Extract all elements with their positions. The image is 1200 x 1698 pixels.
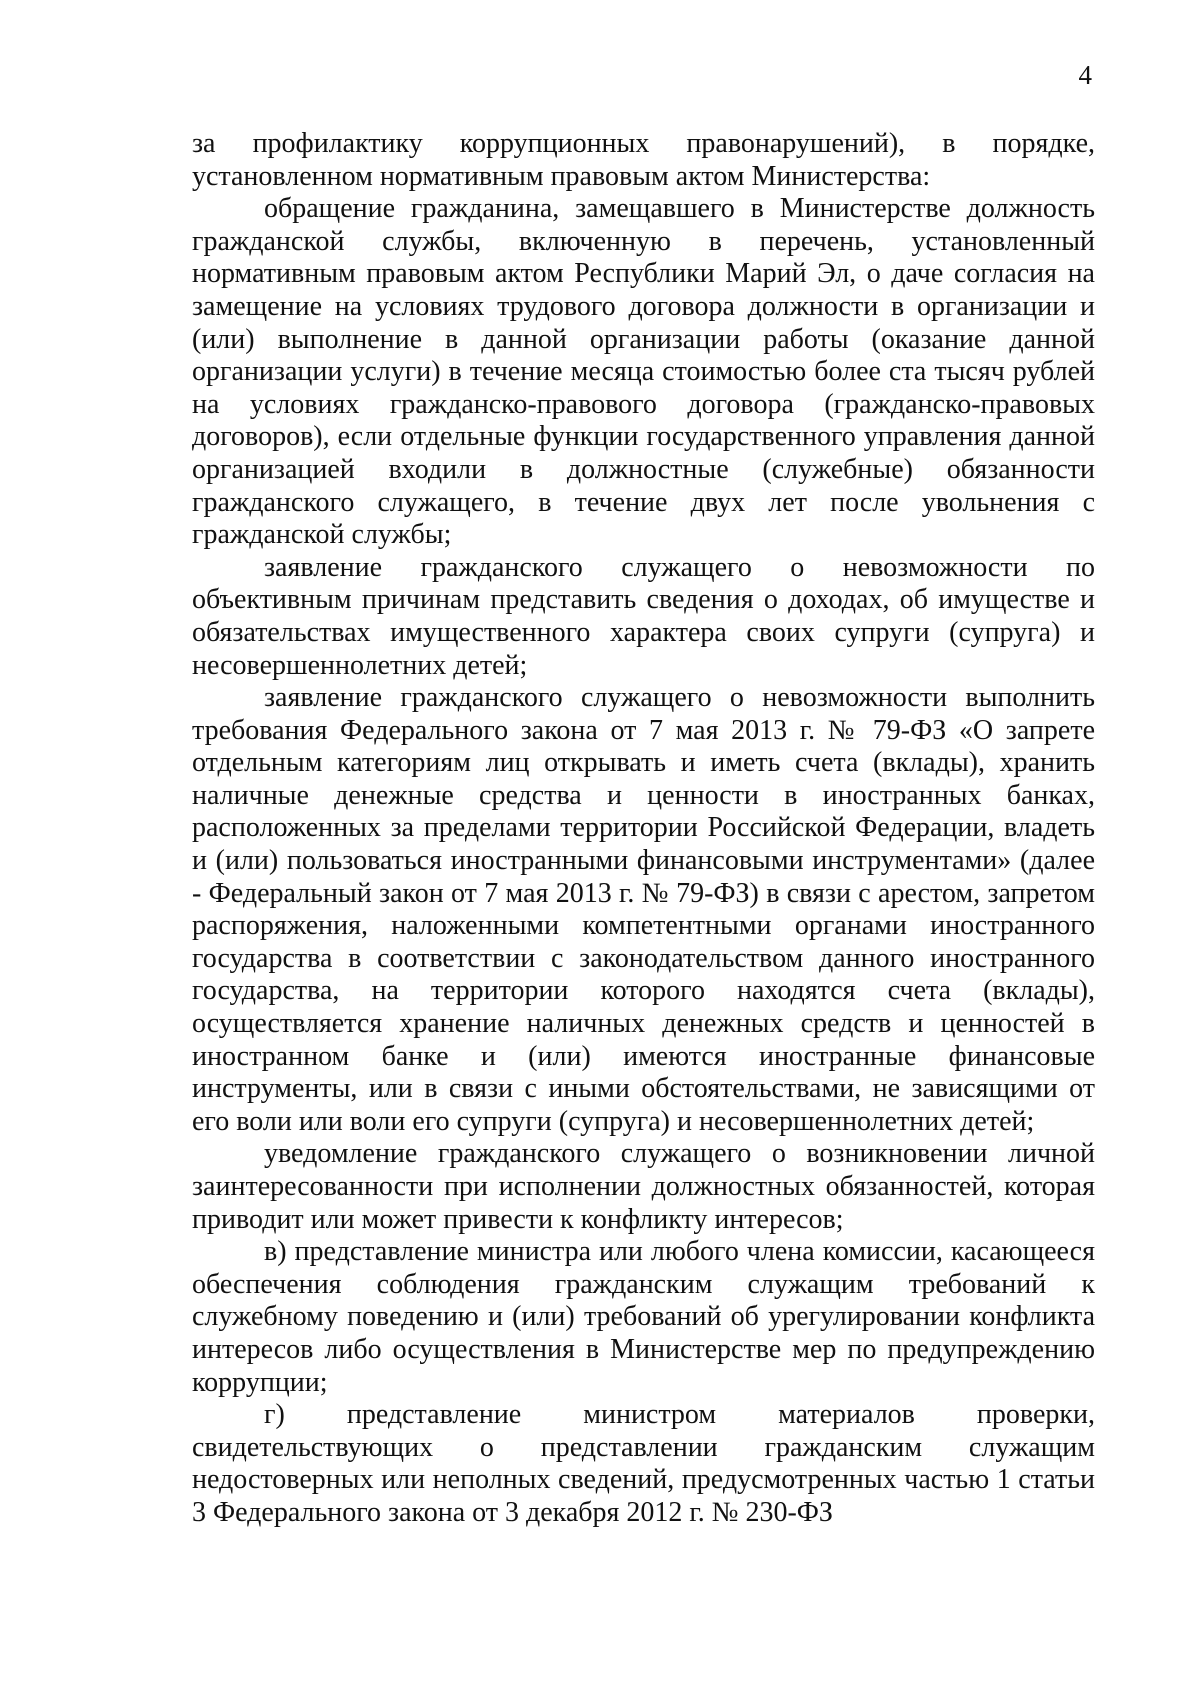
paragraph-item-g: г) представление министром материалов проверки, свидетельствующих о представлении гражданским служащим недостоверных или неполных сведений, предусмотренных частью 1 статьи 3 Федерального закона от 3 декабря 2012 г. № 230-ФЗ: [192, 1399, 1095, 1528]
paragraph-intro: за профилактику коррупционных правонарушений), в порядке, установленном нормативным правовым актом Министерства:: [192, 128, 1095, 192]
paragraph-conflict-of-interest-notice: уведомление гражданского служащего о возникновении личной заинтересованности при исполнении должностных обязанностей, которая приводит или может привести к конфликту интересов;: [192, 1138, 1095, 1235]
paragraph-item-v: в) представление министра или любого члена комиссии, касающееся обеспечения соблюдения гражданским служащим требований к служебному поведению и (или) требований об урегулировании конфликта интересов либо осуществления в Министерстве мер по предупреждению коррупции;: [192, 1236, 1095, 1398]
paragraph-foreign-accounts-impossibility: заявление гражданского служащего о невозможности выполнить требования Федерального закона от 7 мая 2013 г. № 79-ФЗ «О запрете отдельным категориям лиц открывать и иметь счета (вклады), хранить наличные денежные средства и ценности в иностранных банках, расположенных за пределами территории Российской Федерации, владеть и (или) пользоваться иностранными финансовыми инструментами» (далее - Федеральный закон от 7 мая 2013 г. № 79-ФЗ) в связи с арестом, запретом распоряжения, наложенными компетентными органами иностранного государства в соответствии с законодательством данного иностранного государства, на территории которого находятся счета (вклады), осуществляется хранение наличных денежных средств и ценностей в иностранном банке и (или) имеются иностранные финансовые инструменты, или в связи с иными обстоятельствами, не зависящими от его воли или воли его супруги (супруга) и несовершеннолетних детей;: [192, 682, 1095, 1137]
page-number: 4: [1078, 60, 1092, 90]
document-body: [192, 128, 1095, 1530]
paragraph-income-statement-impossibility: заявление гражданского служащего о невозможности по объективным причинам представить сведения о доходах, об имуществе и обязательствах имущественного характера своих супруги (супруга) и несовершеннолетних детей;: [192, 551, 1095, 681]
paragraph-former-employee-appeal: обращение гражданина, замещавшего в Министерстве должность гражданской службы, включенную в перечень, установленный нормативным правовым актом Республики Марий Эл, о даче согласия на замещение на условиях трудового договора должности в организации и (или) выполнение в данной организации работы (оказание данной организации услуги) в течение месяца стоимостью более ста тысяч рублей на условиях гражданско-правового договора (гражданско-правовых договоров), если отдельные функции государственного управления данной организацией входили в должностные (служебные) обязанности гражданского служащего, в течение двух лет после увольнения с гражданской службы;: [192, 193, 1095, 551]
